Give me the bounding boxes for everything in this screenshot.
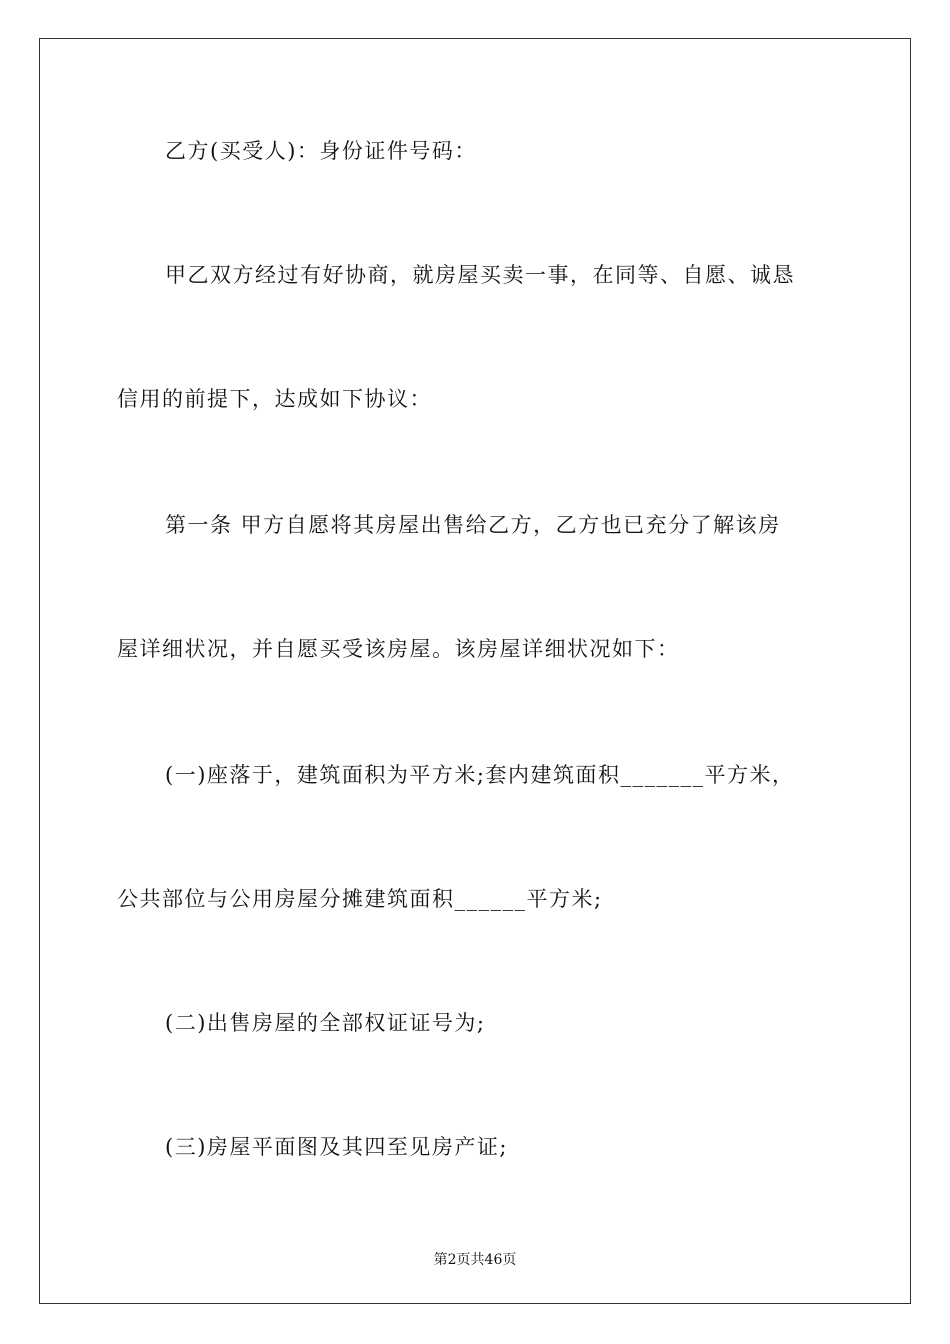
- page-number: 第2页: [433, 1252, 471, 1268]
- item-one-line-1: (一)座落于，建筑面积为平方米;套内建筑面积_______平方米，: [165, 763, 795, 787]
- item-three-line: (三)房屋平面图及其四至见房产证;: [165, 1135, 508, 1159]
- paragraph-intro-line-2: 信用的前提下，达成如下协议：: [117, 387, 432, 411]
- page-border: [39, 38, 911, 1304]
- item-two-line: (二)出售房屋的全部权证证号为;: [165, 1011, 486, 1035]
- item-one-line-2: 公共部位与公用房屋分摊建筑面积______平方米;: [117, 887, 603, 911]
- paragraph-intro-line-1: 甲乙双方经过有好协商，就房屋买卖一事，在同等、自愿、诚恳: [165, 263, 795, 287]
- article-one-line-1: 第一条 甲方自愿将其房屋出售给乙方，乙方也已充分了解该房: [165, 513, 781, 537]
- buyer-id-line: 乙方(买受人)：身份证件号码：: [165, 139, 477, 163]
- article-one-line-2: 屋详细状况，并自愿买受该房屋。该房屋详细状况如下：: [117, 637, 680, 661]
- page-footer: [0, 1249, 950, 1269]
- page-total: 共46页: [470, 1252, 517, 1268]
